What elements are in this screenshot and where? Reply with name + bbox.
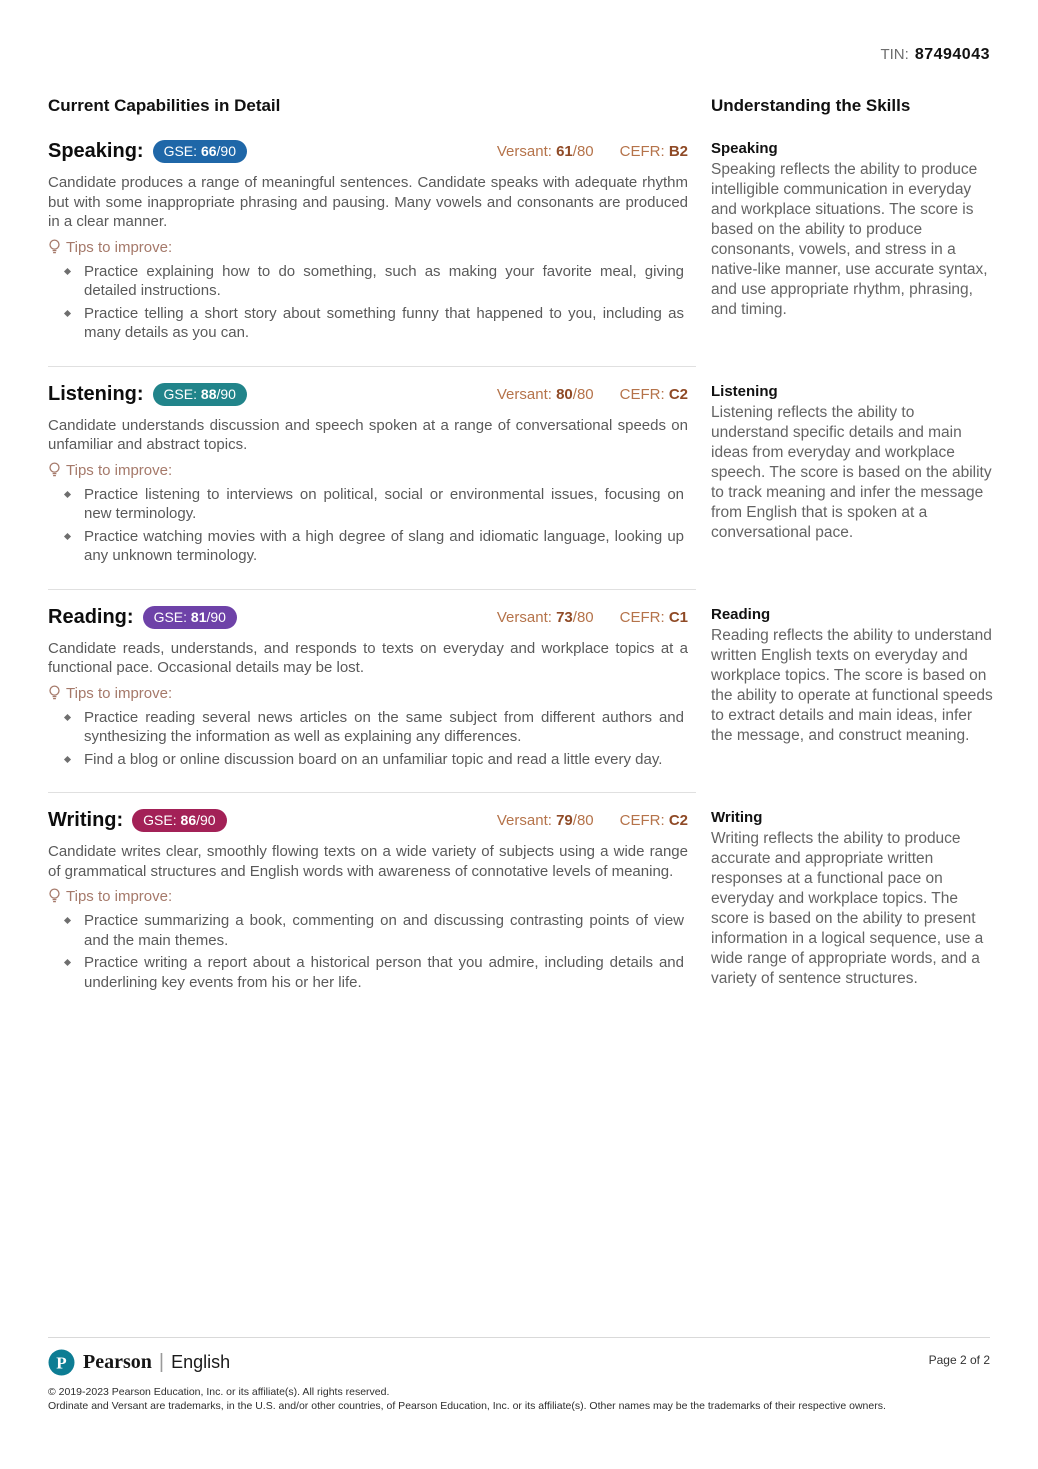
- gse-label: GSE:: [163, 385, 198, 402]
- reading-detail: [48, 606, 696, 793]
- cefr-value: C1: [668, 608, 688, 626]
- tips-label: Tips to improve:: [66, 238, 173, 256]
- tips-list: [48, 262, 688, 343]
- gse-score: 81: [190, 608, 207, 625]
- versant-score: 73: [556, 608, 573, 626]
- skill-section-writing: [48, 792, 993, 1015]
- versant-total: /80: [572, 608, 594, 626]
- versant-score: 80: [556, 385, 573, 403]
- copyright-block: [48, 1385, 990, 1413]
- tip-item: Practice listening to interviews on political, social or environmental issues, focusing on new terminology.: [48, 485, 688, 524]
- versant-score: 61: [556, 143, 573, 160]
- gse-score: 88: [200, 385, 217, 402]
- skill-name: Writing:: [48, 809, 124, 831]
- gse-total: /90: [216, 385, 236, 402]
- brand-name: Pearson: [83, 1351, 152, 1373]
- listening-detail: [48, 383, 696, 589]
- gse-score-badge: [153, 383, 247, 406]
- listening-scores: [497, 386, 688, 403]
- writing-scores: [497, 812, 688, 829]
- versant-label: Versant:: [496, 812, 552, 829]
- copyright-line-2: Ordinate and Versant are trademarks, in the U.S. and/or other countries, of Pearson Education, Inc. or its affiliate(s). Other names may be the trademarks of their respective owners.: [48, 1400, 886, 1412]
- cefr-value: C2: [668, 385, 688, 403]
- cefr-value: B2: [668, 143, 688, 160]
- skill-description: Candidate reads, understands, and responds to texts on everyday and workplace topics at a functional pace. Occasional details may be lost.: [48, 639, 688, 676]
- versant-total: /80: [572, 143, 594, 160]
- gse-score: 86: [180, 812, 197, 828]
- about-text: Reading reflects the ability to understand written English texts on everyday and workplace topics. The score is based on the ability to operate at functional speeds to extract details and main ideas, infer the message, and construct meaning.: [711, 626, 993, 744]
- skill-description: Candidate understands discussion and speech spoken at a range of conversational speeds on unfamiliar and abstract topics.: [48, 416, 688, 453]
- left-column-title: Current Capabilities in Detail: [48, 96, 281, 115]
- versant-label: Versant:: [496, 143, 552, 160]
- tip-item: Practice writing a report about a historical person that you admire, including details and underlining key events from his or her life.: [48, 953, 688, 992]
- speaking-detail: [48, 140, 696, 366]
- about-title: Writing: [711, 809, 763, 826]
- about-text: Speaking reflects the ability to produce intelligible communication in everyday and workplace situations. The score is based on the ability to produce consonants, vowels, and stress in a native-like manner, use accurate syntax, and use appropriate rhythm, phrasing, and timing.: [711, 161, 988, 318]
- about-text: Listening reflects the ability to understand specific details and main ideas from everyday and workplace speech. The score is based on the ability to track meaning and infer the message from English that is spoken at a conversational pace.: [711, 403, 992, 541]
- tips-header: [48, 888, 688, 905]
- tip-item: Practice watching movies with a high degree of slang and idiomatic language, looking up any unknown terminology.: [48, 527, 688, 566]
- gse-total: /90: [216, 143, 236, 159]
- page-footer: [48, 1337, 990, 1413]
- skill-name: Speaking:: [48, 140, 144, 162]
- gse-score-badge: [132, 809, 226, 832]
- copyright-line-1: © 2019-2023 Pearson Education, Inc. or its affiliate(s). All rights reserved.: [48, 1386, 390, 1398]
- listening-about: [696, 383, 993, 589]
- main-content: [48, 96, 993, 1015]
- skill-section-speaking: [48, 140, 993, 366]
- reading-scores: [497, 609, 688, 626]
- tip-item: Find a blog or online discussion board on an unfamiliar topic and read a little every day.: [48, 750, 688, 770]
- tips-list: [48, 708, 688, 770]
- versant-label: Versant:: [496, 385, 552, 403]
- lightbulb-icon: [48, 239, 61, 256]
- cefr-label: CEFR:: [619, 143, 665, 160]
- speaking-about: [696, 140, 993, 366]
- tips-header: [48, 239, 688, 256]
- tip-item: Practice explaining how to do something, such as making your favorite meal, giving detailed instructions.: [48, 262, 688, 301]
- versant-label: Versant:: [496, 608, 552, 626]
- gse-total: /90: [196, 812, 216, 828]
- gse-score-badge: [153, 140, 247, 163]
- skill-description: Candidate writes clear, smoothly flowing texts on a wide variety of subjects using a wide range of grammatical structures and English words with awareness of connotative levels of meaning.: [48, 843, 688, 880]
- tip-item: Practice reading several news articles on the same subject from different authors and synthesizing the information as well as explaining any differences.: [48, 708, 688, 747]
- writing-header: [48, 809, 688, 832]
- skill-description: Candidate produces a range of meaningful sentences. Candidate speaks with adequate rhythm but with some inappropriate phrasing and pausing. Many vowels and consonants are produced in a clear manner.: [48, 174, 688, 230]
- about-title: Listening: [711, 382, 778, 400]
- gse-label: GSE:: [163, 143, 198, 159]
- speaking-scores: [497, 143, 688, 160]
- gse-total: /90: [206, 608, 226, 625]
- about-title: Speaking: [711, 140, 778, 157]
- listening-header: [48, 383, 688, 406]
- skill-section-listening: [48, 366, 993, 589]
- writing-detail: [48, 809, 696, 1015]
- cefr-label: CEFR:: [619, 812, 665, 829]
- skill-name: Reading:: [48, 605, 134, 628]
- reading-header: [48, 606, 688, 629]
- speaking-header: [48, 140, 688, 163]
- tip-item: Practice telling a short story about something funny that happened to you, including as many details as you can.: [48, 304, 688, 343]
- gse-label: GSE:: [153, 608, 188, 625]
- tips-label: Tips to improve:: [66, 461, 173, 479]
- gse-score-badge: [143, 606, 237, 629]
- tips-list: [48, 485, 688, 566]
- versant-score: 79: [556, 812, 573, 829]
- gse-score: 66: [200, 143, 217, 159]
- column-titles: [48, 96, 993, 116]
- tin-value: 87494043: [914, 46, 990, 63]
- skill-name: Listening:: [48, 382, 144, 405]
- cefr-label: CEFR:: [619, 608, 665, 626]
- about-title: Reading: [711, 605, 771, 623]
- tips-label: Tips to improve:: [66, 684, 173, 702]
- tips-header: [48, 685, 688, 702]
- about-text: Writing reflects the ability to produce accurate and appropriate written responses at a functional pace on everyday and workplace topics. The score is based on the ability to present information in a logical sequence, use a wide range of appropriate words, and a variety of sentence structures.: [711, 830, 984, 987]
- brand-separator: |: [158, 1351, 165, 1373]
- lightbulb-icon: [48, 462, 61, 479]
- tin-label: TIN:: [880, 46, 909, 63]
- tin-row: [880, 46, 990, 64]
- versant-total: /80: [572, 812, 594, 829]
- lightbulb-icon: [48, 685, 61, 702]
- brand-row: [48, 1349, 990, 1376]
- svg-text:P: P: [56, 1353, 67, 1373]
- tips-label: Tips to improve:: [66, 888, 173, 905]
- brand-sub: English: [171, 1352, 231, 1372]
- pearson-logo-icon: [48, 1349, 75, 1376]
- tip-item: Practice summarizing a book, commenting on and discussing contrasting points of view and the main themes.: [48, 911, 688, 950]
- tips-list: [48, 911, 688, 992]
- cefr-value: C2: [668, 812, 688, 829]
- gse-label: GSE:: [143, 812, 177, 828]
- reading-about: [696, 606, 993, 793]
- right-column-title: Understanding the Skills: [711, 96, 911, 115]
- versant-total: /80: [572, 385, 594, 403]
- page-number: Page 2 of 2: [928, 1353, 990, 1367]
- writing-about: [696, 809, 993, 1015]
- tips-header: [48, 462, 688, 479]
- lightbulb-icon: [48, 888, 61, 905]
- skill-section-reading: [48, 589, 993, 793]
- cefr-label: CEFR:: [619, 385, 665, 403]
